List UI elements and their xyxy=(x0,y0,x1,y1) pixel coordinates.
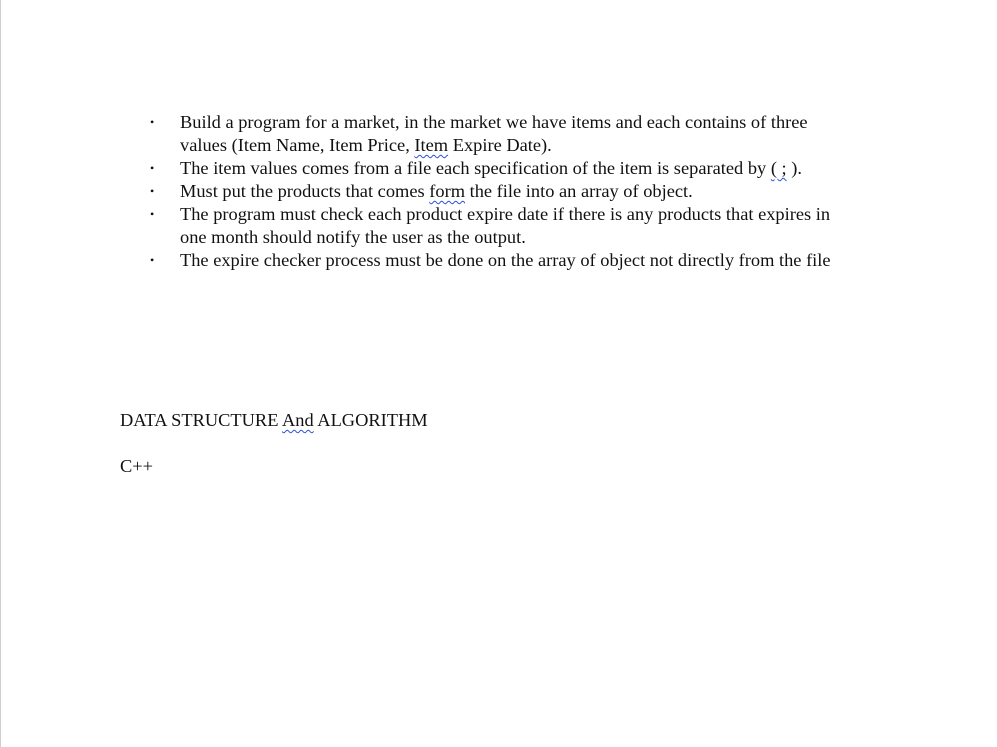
spellcheck-word-form: form xyxy=(429,181,466,201)
bullet-3-line xyxy=(180,180,910,203)
bullet-1-line-2 xyxy=(180,134,910,157)
bullet-1-line-2-end: Expire Date). xyxy=(448,135,552,155)
bullet-dot: • xyxy=(150,115,155,129)
bullet-4-line-2: one month should notify the user as the output. xyxy=(180,227,526,247)
course-heading xyxy=(120,409,428,432)
bullet-item-expire-check xyxy=(150,203,910,249)
bullet-dot: • xyxy=(150,253,155,267)
bullet-item-expire-checker-array xyxy=(150,249,910,272)
spellcheck-separator: ( ; xyxy=(770,158,787,178)
spellcheck-word-item: Item xyxy=(414,135,449,155)
spellcheck-word-and: And xyxy=(282,410,314,430)
language-label: C++ xyxy=(120,456,154,476)
bullet-2-start: The item values comes from a file each specification of the item is separated by xyxy=(180,158,771,178)
requirements-list xyxy=(150,111,910,272)
bullet-4-line-1: The program must check each product expire date if there is any products that expires in xyxy=(180,204,831,224)
bullet-2-line xyxy=(180,157,910,180)
bullet-1-line-1: Build a program for a market, in the market we have items and each contains of three xyxy=(180,112,808,132)
course-heading-end: ALGORITHM xyxy=(313,410,428,430)
bullet-1-line-2-start: values (Item Name, Item Price, xyxy=(180,135,415,155)
bullet-dot: • xyxy=(150,184,155,198)
bullet-dot: • xyxy=(150,161,155,175)
bullet-5-line: The expire checker process must be done on the array of object not directly from the file xyxy=(180,250,831,270)
bullet-dot: • xyxy=(150,207,155,221)
page-left-edge xyxy=(0,0,1,747)
bullet-item-file-values xyxy=(150,157,910,180)
bullet-item-array-of-object xyxy=(150,180,910,203)
bullet-3-end: the file into an array of object. xyxy=(465,181,693,201)
course-heading-start: DATA STRUCTURE xyxy=(120,410,283,430)
bullet-3-start: Must put the products that comes xyxy=(180,181,430,201)
bullet-2-end: ). xyxy=(786,158,802,178)
bullet-item-build-program xyxy=(150,111,910,157)
